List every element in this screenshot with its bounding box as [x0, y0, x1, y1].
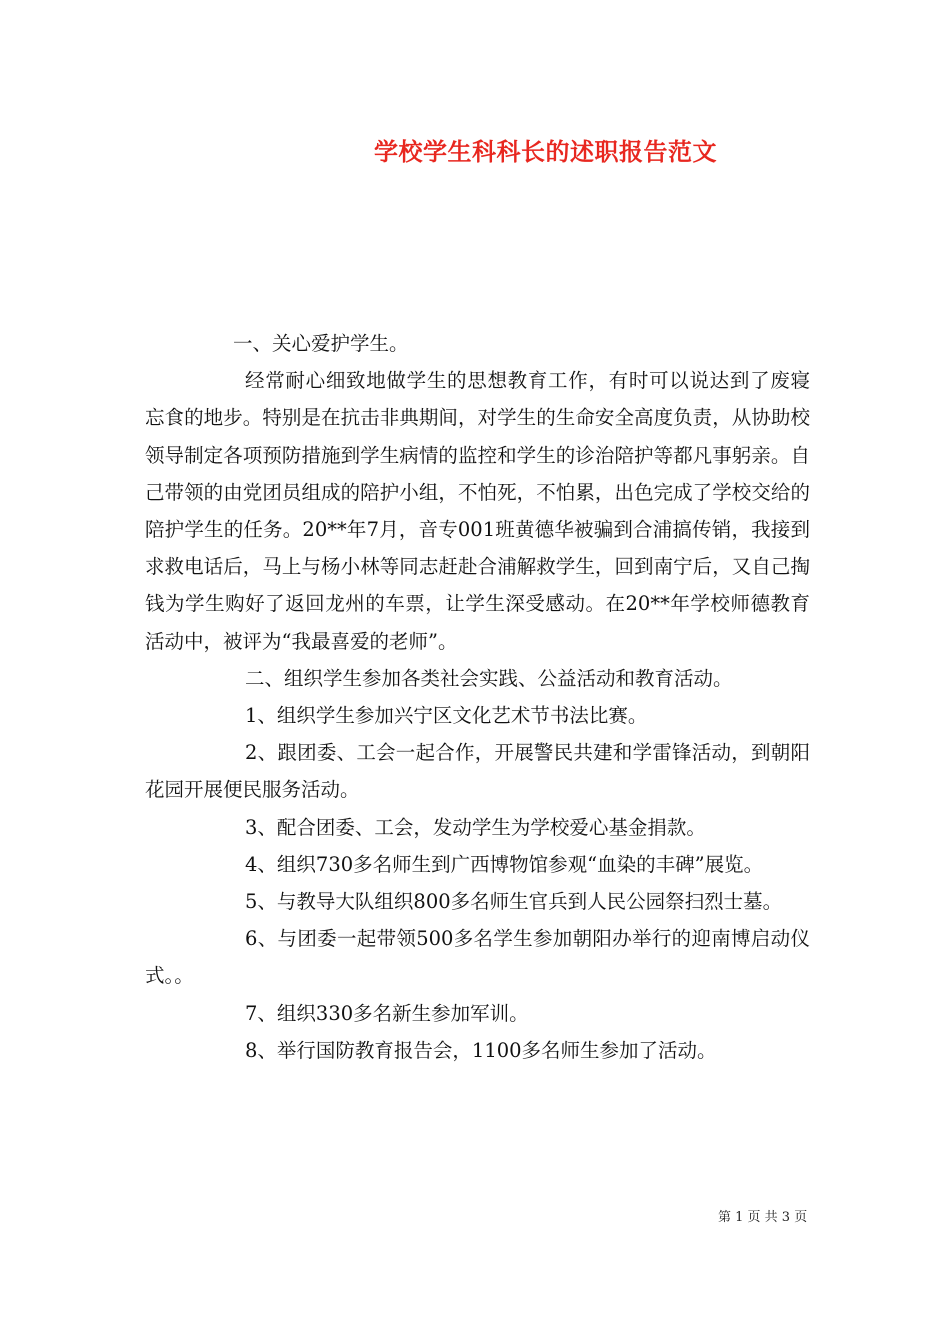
- list-item-8: 8、举行国防教育报告会，1100多名师生参加了活动。: [245, 1038, 717, 1062]
- list-item-4: 4、组织730多名师生到广西博物馆参观“血染的丰碑”展览。: [245, 852, 764, 876]
- list-item-3: 3、配合团委、工会，发动学生为学校爱心基金捐款。: [245, 815, 706, 839]
- document-title: 学校学生科科长的述职报告范文: [374, 137, 717, 166]
- section-heading-1: 一、关心爱护学生。: [233, 332, 409, 355]
- list-item-5: 5、与教导大队组织800多名师生官兵到人民公园祭扫烈士墓。: [245, 890, 783, 914]
- list-item-6: 6、与团委一起带领500多名学生参加朝阳办举行的迎南博启动仪式。。: [145, 927, 810, 988]
- body-paragraph-1: 经常耐心细致地做学生的思想教育工作，有时可以说达到了废寝忘食的地步。特别是在抗击非典期间，对学生的生命安全高度负责，从协助校领导制定各项预防措施到学生病情的监控和学生的诊治陪护等都凡事躬亲。自己带领的由党团员组成的陪护小组，不怕死，不怕累，出色完成了学校交给的陪护学生的任务。20**年7月，音专001班黄德华被骗到合浦搞传销，我接到求救电话后，马上与杨小林等同志赶赴合浦解救学生，回到南宁后，又自己掏钱为学生购好了返回龙州的车票，让学生深受感动。在20**年学校师德教育活动中，被评为“我最喜爱的老师”。: [145, 369, 810, 653]
- list-item-2: 2、跟团委、工会一起合作，开展警民共建和学雷锋活动，到朝阳花园开展便民服务活动。: [145, 741, 810, 802]
- list-item-7: 7、组织330多名新生参加军训。: [245, 1001, 529, 1025]
- list-item-1: 1、组织学生参加兴宁区文化艺术节书法比赛。: [245, 704, 648, 728]
- section-heading-2: 二、组织学生参加各类社会实践、公益活动和教育活动。: [245, 666, 733, 690]
- document-body: [145, 325, 810, 1069]
- page-number: 第 1 页 共 3 页: [718, 1210, 808, 1225]
